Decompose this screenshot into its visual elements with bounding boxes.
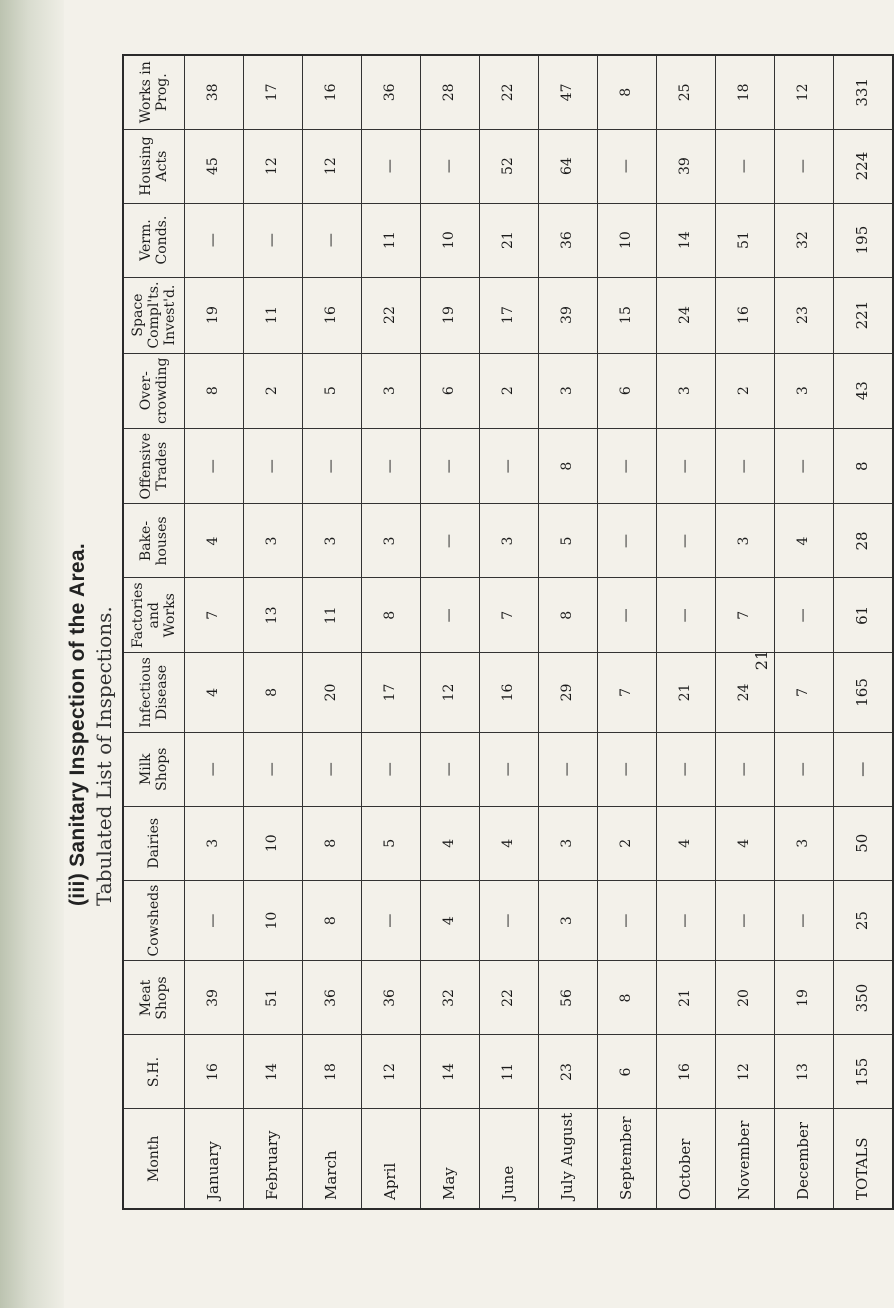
table-cell: 16 [480, 653, 539, 733]
table-cell: — [716, 732, 775, 806]
table-cell: 3 [539, 880, 598, 961]
table-cell: 16 [657, 1035, 716, 1109]
table-cell: — [185, 428, 244, 504]
table-cell: — [480, 428, 539, 504]
table-cell: — [598, 732, 657, 806]
table-cell: — [657, 578, 716, 653]
table-cell: 4 [480, 806, 539, 880]
table-cell: 23 [539, 1035, 598, 1109]
table-row [244, 55, 303, 1209]
column-header: Cowsheds [123, 880, 185, 961]
table-cell: 4 [185, 653, 244, 733]
table-cell: 12 [362, 1035, 421, 1109]
table-cell: 11 [303, 578, 362, 653]
table-cell: 19 [775, 961, 834, 1035]
total-cell: 61 [834, 578, 894, 653]
table-cell: 14 [244, 1035, 303, 1109]
table-cell: 21 [657, 653, 716, 733]
table-cell: — [185, 732, 244, 806]
table-cell: 24 [657, 277, 716, 353]
table-row [421, 55, 480, 1209]
table-row [362, 55, 421, 1209]
table-cell: 8 [598, 55, 657, 129]
table-cell: 4 [421, 806, 480, 880]
table-cell: 8 [598, 961, 657, 1035]
column-header: Month [123, 1109, 185, 1209]
table-cell: 12 [775, 55, 834, 129]
total-cell: 8 [834, 428, 894, 504]
table-row [598, 55, 657, 1209]
totals-row [834, 55, 894, 1209]
table-cell: — [244, 428, 303, 504]
table-cell: 11 [480, 1035, 539, 1109]
table-cell: 10 [244, 806, 303, 880]
table-cell: 7 [185, 578, 244, 653]
table-cell: — [244, 732, 303, 806]
total-cell: 195 [834, 203, 894, 277]
table-cell: 3 [362, 504, 421, 578]
column-header: Infectious Disease [123, 653, 185, 733]
column-header: Offensive Trades [123, 428, 185, 504]
column-header: Dairies [123, 806, 185, 880]
column-header: Bake-houses [123, 504, 185, 578]
table-cell: 16 [185, 1035, 244, 1109]
table-cell: 16 [303, 55, 362, 129]
table-cell: — [421, 428, 480, 504]
table-cell: 8 [303, 806, 362, 880]
table-cell: 39 [657, 129, 716, 203]
table-cell: 8 [539, 428, 598, 504]
column-header: Works in Prog. [123, 55, 185, 129]
table-cell: — [362, 732, 421, 806]
table-cell: — [480, 880, 539, 961]
month-cell: February [244, 1109, 303, 1209]
table-cell: — [421, 129, 480, 203]
table-cell: — [598, 880, 657, 961]
table-row [303, 55, 362, 1209]
table-cell: 3 [480, 504, 539, 578]
table-cell: — [362, 428, 421, 504]
table-cell: 17 [480, 277, 539, 353]
table-cell: 20 [303, 653, 362, 733]
table-cell: 3 [716, 504, 775, 578]
table-cell: — [362, 880, 421, 961]
table-cell: 3 [539, 353, 598, 428]
table-cell: 5 [539, 504, 598, 578]
table-cell: 2 [244, 353, 303, 428]
table-cell: 4 [421, 880, 480, 961]
total-cell: 50 [834, 806, 894, 880]
table-cell: 12 [421, 653, 480, 733]
table-cell: — [539, 732, 598, 806]
total-cell: 350 [834, 961, 894, 1035]
table-cell: 3 [539, 806, 598, 880]
table-cell: 5 [362, 806, 421, 880]
totals-label: TOTALS [834, 1109, 894, 1209]
table-cell: 7 [775, 653, 834, 733]
table-row [657, 55, 716, 1209]
month-cell: April [362, 1109, 421, 1209]
table-cell: — [598, 129, 657, 203]
table-cell: 10 [244, 880, 303, 961]
column-header: S.H. [123, 1035, 185, 1109]
table-cell: 7 [598, 653, 657, 733]
table-cell: 10 [421, 203, 480, 277]
table-row [480, 55, 539, 1209]
table-row [775, 55, 834, 1209]
page-subtitle: Tabulated List of Inspections. [92, 606, 116, 906]
table-cell: — [775, 732, 834, 806]
total-cell: 155 [834, 1035, 894, 1109]
table-cell: 6 [598, 1035, 657, 1109]
table-cell: 19 [421, 277, 480, 353]
table-cell: 32 [775, 203, 834, 277]
table-cell: 4 [775, 504, 834, 578]
table-cell: 10 [598, 203, 657, 277]
total-cell: 221 [834, 277, 894, 353]
table-cell: 6 [421, 353, 480, 428]
column-header: Milk Shops [123, 732, 185, 806]
table-cell: 36 [362, 55, 421, 129]
page-title: (iii) Sanitary Inspection of the Area. [66, 542, 89, 906]
total-cell: 331 [834, 55, 894, 129]
table-cell: 18 [303, 1035, 362, 1109]
table-cell: 22 [362, 277, 421, 353]
table-cell: 39 [185, 961, 244, 1035]
table-cell: — [657, 504, 716, 578]
table-cell: — [303, 203, 362, 277]
column-header: Factories and Works [123, 578, 185, 653]
month-cell: January [185, 1109, 244, 1209]
table-cell: 12 [244, 129, 303, 203]
table-cell: 23 [775, 277, 834, 353]
table-cell: 29 [539, 653, 598, 733]
table-cell: 3 [244, 504, 303, 578]
month-cell: June [480, 1109, 539, 1209]
table-cell: — [775, 880, 834, 961]
table-cell: 14 [421, 1035, 480, 1109]
table-cell: 22 [480, 961, 539, 1035]
table-cell: 4 [185, 504, 244, 578]
table-cell: — [775, 129, 834, 203]
table-cell: — [362, 129, 421, 203]
table-cell: 45 [185, 129, 244, 203]
table-cell: — [185, 203, 244, 277]
page-number: 21 [752, 649, 771, 671]
month-cell: July August [539, 1109, 598, 1209]
table-cell: 2 [598, 806, 657, 880]
total-cell: 165 [834, 653, 894, 733]
total-cell: 224 [834, 129, 894, 203]
table-cell: 8 [539, 578, 598, 653]
table-cell: 24 [716, 653, 775, 733]
column-header: Meat Shops [123, 961, 185, 1035]
table-cell: 28 [421, 55, 480, 129]
table-cell: 6 [598, 353, 657, 428]
table-cell: 12 [716, 1035, 775, 1109]
table-cell: 3 [775, 806, 834, 880]
table-cell: 36 [303, 961, 362, 1035]
table-cell: 4 [657, 806, 716, 880]
table-cell: 7 [716, 578, 775, 653]
table-row [716, 55, 775, 1209]
table-cell: 19 [185, 277, 244, 353]
month-cell: December [775, 1109, 834, 1209]
table-cell: — [303, 732, 362, 806]
table-cell: 38 [185, 55, 244, 129]
table-cell: 18 [716, 55, 775, 129]
table-cell: 39 [539, 277, 598, 353]
total-cell: 25 [834, 880, 894, 961]
month-cell: May [421, 1109, 480, 1209]
table-cell: 52 [480, 129, 539, 203]
table-cell: — [775, 428, 834, 504]
table-row [185, 55, 244, 1209]
table-cell: — [421, 578, 480, 653]
table-cell: 15 [598, 277, 657, 353]
table-cell: 3 [185, 806, 244, 880]
table-cell: — [421, 732, 480, 806]
table-cell: 8 [244, 653, 303, 733]
table-cell: 3 [775, 353, 834, 428]
total-cell: — [834, 732, 894, 806]
table-cell: 13 [244, 578, 303, 653]
table-cell: 8 [185, 353, 244, 428]
table-cell: 7 [480, 578, 539, 653]
table-cell: — [598, 504, 657, 578]
table-cell: — [657, 880, 716, 961]
table-row [539, 55, 598, 1209]
table-cell: 3 [362, 353, 421, 428]
table-cell: 14 [657, 203, 716, 277]
table-cell: 5 [303, 353, 362, 428]
table-cell: 64 [539, 129, 598, 203]
table-cell: 56 [539, 961, 598, 1035]
table-cell: 16 [716, 277, 775, 353]
inspections-table [122, 54, 894, 1210]
column-header: Housing Acts [123, 129, 185, 203]
table-cell: 36 [362, 961, 421, 1035]
table-cell: — [657, 732, 716, 806]
column-header: Space Compl'ts. Invest'd. [123, 277, 185, 353]
table-cell: 8 [303, 880, 362, 961]
table-cell: 2 [716, 353, 775, 428]
table-cell: 13 [775, 1035, 834, 1109]
month-cell: November [716, 1109, 775, 1209]
table-cell: — [421, 504, 480, 578]
table-cell: — [716, 428, 775, 504]
table-cell: 51 [716, 203, 775, 277]
table-cell: 4 [716, 806, 775, 880]
table-cell: — [480, 732, 539, 806]
table-cell: 17 [362, 653, 421, 733]
table-cell: 21 [657, 961, 716, 1035]
table-cell: — [185, 880, 244, 961]
table-cell: 51 [244, 961, 303, 1035]
header-row [123, 55, 185, 1209]
table-cell: — [657, 428, 716, 504]
table-cell: 12 [303, 129, 362, 203]
column-header: Verm. Conds. [123, 203, 185, 277]
table-cell: 32 [421, 961, 480, 1035]
table-cell: 3 [303, 504, 362, 578]
table-cell: — [716, 880, 775, 961]
table-cell: 22 [480, 55, 539, 129]
table-cell: — [598, 428, 657, 504]
table-cell: 16 [303, 277, 362, 353]
table-cell: 21 [480, 203, 539, 277]
table-cell: 17 [244, 55, 303, 129]
table-cell: 36 [539, 203, 598, 277]
table-cell: 20 [716, 961, 775, 1035]
table-cell: — [716, 129, 775, 203]
table-cell: 2 [480, 353, 539, 428]
table-cell: — [303, 428, 362, 504]
table-cell: 47 [539, 55, 598, 129]
table-cell: 11 [362, 203, 421, 277]
total-cell: 28 [834, 504, 894, 578]
column-header: Over-crowding [123, 353, 185, 428]
table-cell: — [598, 578, 657, 653]
table-cell: — [775, 578, 834, 653]
total-cell: 43 [834, 353, 894, 428]
table-cell: 8 [362, 578, 421, 653]
table-cell: 25 [657, 55, 716, 129]
table-cell: 11 [244, 277, 303, 353]
table-cell: 3 [657, 353, 716, 428]
table-cell: — [244, 203, 303, 277]
month-cell: March [303, 1109, 362, 1209]
month-cell: September [598, 1109, 657, 1209]
month-cell: October [657, 1109, 716, 1209]
